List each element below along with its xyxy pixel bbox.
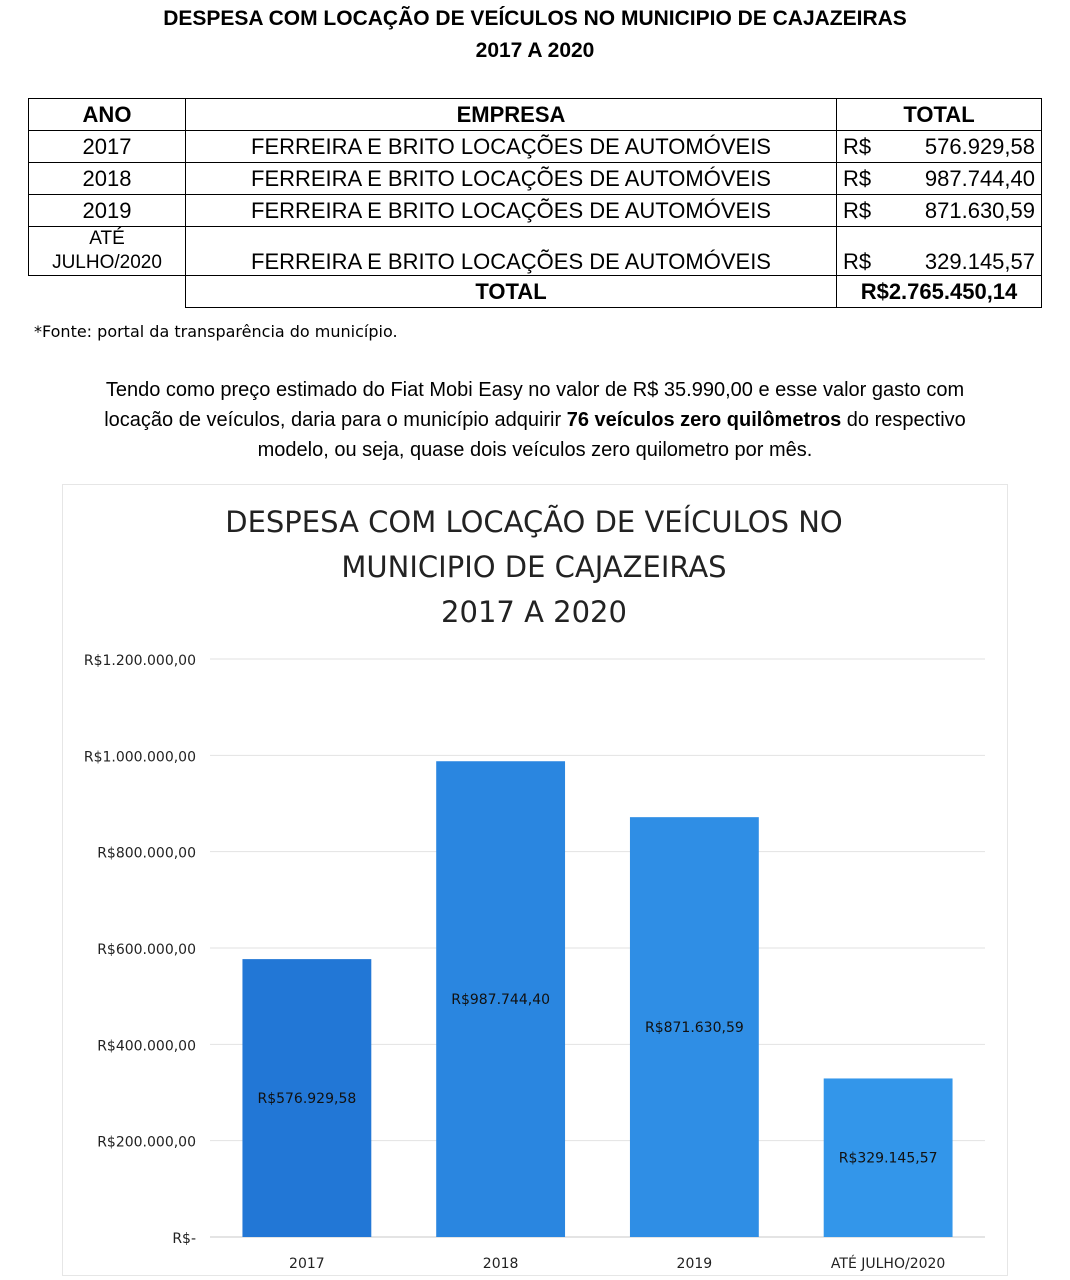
y-tick-label: R$200.000,00: [97, 1134, 196, 1151]
y-tick-label: R$400.000,00: [97, 1038, 196, 1055]
currency-symbol: R$: [843, 165, 872, 191]
source-note: *Fonte: portal da transparência do município.: [34, 322, 398, 341]
x-tick-label: 2017: [289, 1256, 325, 1272]
amount-value: 329.145,57: [924, 249, 1035, 274]
y-tick-label: R$1.000.000,00: [83, 749, 196, 766]
y-tick-label: R$-: [172, 1231, 196, 1247]
y-tick-label: R$1.200.000,00: [83, 653, 196, 669]
paragraph-highlight: 76 veículos zero quilômetros: [566, 409, 842, 431]
row-year: 2019: [29, 195, 186, 227]
x-tick-label: ATÉ JULHO/2020: [830, 1256, 946, 1272]
row-company: FERREIRA E BRITO LOCAÇÕES DE AUTOMÓVEIS: [186, 131, 837, 163]
data-label: R$576.929,58: [257, 1091, 357, 1108]
paragraph-line2-start: locação de veículos, daria para o município adquirir: [104, 409, 567, 431]
document-title: DESPESA COM LOCAÇÃO DE VEÍCULOS NO MUNICIPIO DE CAJAZEIRAS: [163, 7, 907, 30]
row-year: 2017: [29, 131, 186, 163]
chart-title-line3: 2017 A 2020: [441, 595, 627, 629]
amount-value: 987.744,40: [924, 165, 1035, 191]
x-tick-label: 2018: [482, 1256, 519, 1272]
row-company: FERREIRA E BRITO LOCAÇÕES DE AUTOMÓVEIS: [186, 163, 837, 195]
row-company: FERREIRA E BRITO LOCAÇÕES DE AUTOMÓVEIS: [186, 195, 837, 227]
row-company: FERREIRA E BRITO LOCAÇÕES DE AUTOMÓVEIS: [186, 227, 837, 276]
y-tick-label: R$800.000,00: [97, 845, 196, 862]
data-label: R$329.145,57: [838, 1150, 938, 1167]
header-company: EMPRESA: [186, 99, 837, 131]
row-year-line2: JULHO/2020: [52, 252, 162, 273]
paragraph-line3: modelo, ou seja, quase dois veículos zero quilometro por mês.: [257, 439, 813, 461]
data-label: R$871.630,59: [644, 1020, 744, 1037]
amount-value: 871.630,59: [924, 197, 1035, 223]
data-label: R$987.744,40: [451, 992, 551, 1009]
currency-symbol: R$: [843, 249, 872, 274]
amount-value: 576.929,58: [924, 133, 1035, 159]
currency-symbol: R$: [843, 197, 872, 223]
document-subtitle: 2017 A 2020: [475, 39, 595, 62]
paragraph-line2-end: do respectivo: [841, 409, 966, 431]
x-tick-label: 2019: [676, 1256, 713, 1272]
paragraph-line1: Tendo como preço estimado do Fiat Mobi Easy no valor de R$ 35.990,00 e esse valor gasto com: [105, 379, 965, 401]
row-year: 2018: [29, 163, 186, 195]
row-year-line1: ATÉ: [89, 228, 125, 249]
chart-title-line1: DESPESA COM LOCAÇÃO DE VEÍCULOS NO: [225, 505, 843, 539]
header-year: ANO: [29, 99, 186, 131]
total-label: TOTAL: [186, 276, 837, 308]
header-total: TOTAL: [837, 99, 1042, 131]
y-tick-label: R$600.000,00: [97, 942, 196, 958]
total-value: R$2.765.450,14: [837, 276, 1042, 308]
chart-title-line2: MUNICIPIO DE CAJAZEIRAS: [341, 550, 727, 584]
currency-symbol: R$: [843, 133, 872, 159]
